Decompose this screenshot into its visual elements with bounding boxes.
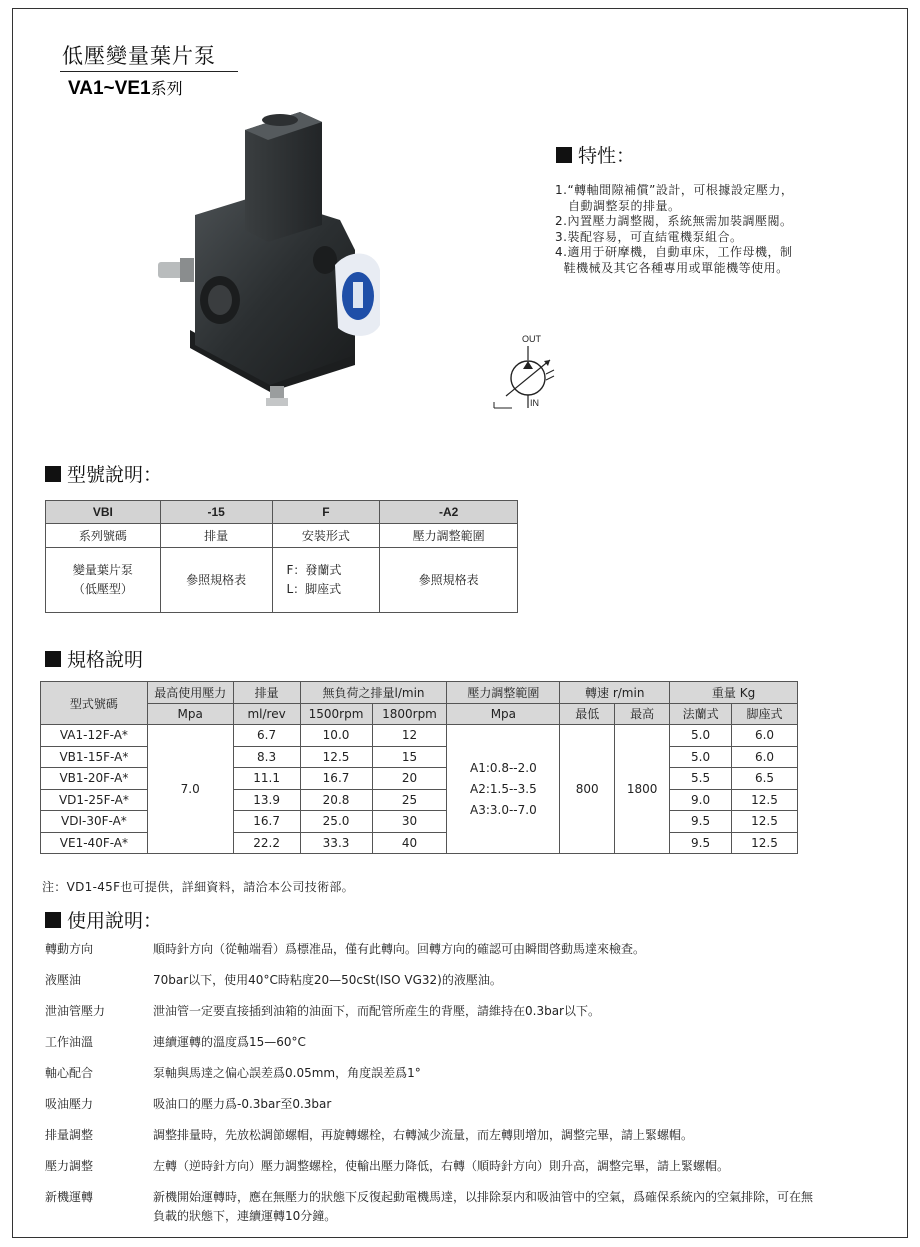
series-title — [68, 76, 183, 100]
table-row: VD1-25F-A* 13.9 20.8 25 9.0 12.5 — [41, 789, 798, 811]
feature-line: 4.適用于研摩機，自動車床，工作母機，制 — [555, 245, 793, 259]
usage-label: 壓力調整 — [45, 1159, 94, 1173]
usage-text: 左轉（逆時針方向）壓力調整螺栓，使輸出壓力降低，右轉（順時針方向）則升高，調整完畢，請上緊螺帽。 — [153, 1159, 730, 1173]
pump-product-image — [150, 100, 420, 420]
shared-speed-max: 1800 — [615, 725, 670, 854]
shared-pressure-range: A1:0.8--2.0 A2:1.5--3.5 A3:3.0--7.0 — [447, 725, 560, 854]
usage-text: 70bar以下，使用40°C時粘度20—50cSt(ISO VG32)的液壓油。 — [153, 973, 502, 987]
usage-label: 液壓油 — [45, 973, 82, 987]
desc-pressure: 參照規格表 — [380, 548, 518, 613]
feature-line: 鞋機械及其它各種專用或單能機等使用。 — [555, 260, 789, 275]
desc-displacement: 參照規格表 — [160, 548, 272, 613]
name-displacement: 排量 — [160, 524, 272, 548]
table-row — [46, 524, 518, 548]
features-heading: 特性： — [556, 141, 635, 168]
name-pressure: 壓力調整範圍 — [380, 524, 518, 548]
table-row: VB1-15F-A* 8.3 12.5 15 5.0 6.0 — [41, 746, 798, 768]
usage-text: 調整排量時，先放松調節螺帽，再旋轉螺栓，右轉減少流量，而左轉則增加，調整完畢，請上緊螺帽。 — [153, 1128, 694, 1142]
table-row: VA1-12F-A* 7.0 6.7 10.0 12 A1:0.8--2.0 A2:1.5--3.5 A3:3.0--7.0 800 1800 5.0 6.0 — [41, 725, 798, 747]
in-label: IN — [530, 398, 539, 408]
usage-text: 連續運轉的溫度爲15—60°C — [153, 1035, 306, 1049]
table-row — [46, 501, 518, 524]
usage-label: 排量調整 — [45, 1128, 94, 1142]
name-mounting: 安裝形式 — [272, 524, 380, 548]
table-row — [46, 548, 518, 613]
code-mounting: F — [272, 501, 380, 524]
usage-text: 泵軸與馬達之偏心誤差爲0.05mm，角度誤差爲1° — [153, 1066, 421, 1080]
usage-text: 吸油口的壓力爲-0.3bar至0.3bar — [153, 1097, 332, 1111]
heading-square-icon — [556, 147, 572, 163]
usage-label: 工作油溫 — [45, 1035, 94, 1049]
header-displacement: 排量 — [233, 682, 300, 704]
desc-series: 變量葉片泵 （低壓型） — [46, 548, 161, 613]
usage-text: 新機開始運轉時，應在無壓力的狀態下反復起動電機馬達，以排除泵内和吸油管中的空氣，爲確保系統內的空氣排除，可在無負載的狀態下，連續運轉10分鐘。 — [153, 1190, 814, 1223]
variable-pump-symbol-icon — [488, 330, 568, 412]
usage-heading: 使用說明： — [45, 906, 162, 933]
spec-table — [40, 681, 798, 854]
out-label: OUT — [522, 334, 541, 344]
code-displacement: -15 — [160, 501, 272, 524]
header-model: 型式號碼 — [41, 682, 148, 725]
heading-square-icon — [45, 912, 61, 928]
usage-label: 吸油壓力 — [45, 1097, 94, 1111]
model-code-table — [45, 500, 518, 613]
heading-square-icon — [45, 651, 61, 667]
table-subheader-row: Mpa ml/rev 1500rpm 1800rpm Mpa 最低 最高 法蘭式 脚座式 — [41, 703, 798, 725]
code-pressure: -A2 — [380, 501, 518, 524]
spec-note: 注：VD1-45F也可提供，詳細資料，請洽本公司技術部。 — [42, 880, 354, 894]
feature-line: 1.“轉軸間隙補償”設計，可根據設定壓力， — [555, 183, 794, 197]
heading-square-icon — [45, 466, 61, 482]
feature-line: 2.內置壓力調整閥，系統無需加裝調壓閥。 — [555, 214, 793, 228]
usage-label: 軸心配合 — [45, 1066, 94, 1080]
table-row: VE1-40F-A* 22.2 33.3 40 9.5 12.5 — [41, 832, 798, 854]
desc-mounting: F：發蘭式 L：脚座式 — [272, 548, 380, 613]
table-row: VB1-20F-A* 11.1 16.7 20 5.5 6.5 — [41, 768, 798, 790]
feature-line: 3.裝配容易，可直結電機泵組合。 — [555, 229, 743, 244]
header-no-load-flow: 無負荷之排量l/min — [300, 682, 447, 704]
series-suffix: 系列 — [150, 81, 183, 98]
features-list — [555, 183, 793, 276]
code-series: VBI — [46, 501, 161, 524]
usage-label: 轉動方向 — [45, 942, 94, 956]
model-heading: 型號說明： — [45, 460, 162, 487]
header-speed: 轉速 r/min — [560, 682, 670, 704]
feature-line: 自動調整泵的排量。 — [555, 198, 681, 213]
usage-label: 新機運轉 — [45, 1190, 94, 1204]
table-row: VDI-30F-A* 16.7 25.0 30 9.5 12.5 — [41, 811, 798, 833]
usage-text: 泄油管一定要直接插到油箱的油面下，而配管所産生的背壓，請維持在0.3bar以下。 — [153, 1004, 600, 1018]
header-max-pressure: 最高使用壓力 — [147, 682, 233, 704]
shared-max-pressure: 7.0 — [147, 725, 233, 854]
header-pressure-range: 壓力調整範圍 — [447, 682, 560, 704]
page-title: 低壓變量葉片泵 — [62, 44, 216, 68]
name-series: 系列號碼 — [46, 524, 161, 548]
title-underline — [60, 71, 238, 72]
table-header-row — [41, 682, 798, 704]
usage-label: 泄油管壓力 — [45, 1004, 106, 1018]
shared-speed-min: 800 — [560, 725, 615, 854]
spec-heading: 規格說明 — [45, 645, 143, 672]
header-weight: 重量 Kg — [670, 682, 798, 704]
series-code: VA1~VE1 — [68, 78, 151, 99]
usage-text: 順時針方向（從軸端看）爲標准品，僅有此轉向。回轉方向的確認可由瞬間啓動馬達來檢查。 — [153, 942, 646, 956]
